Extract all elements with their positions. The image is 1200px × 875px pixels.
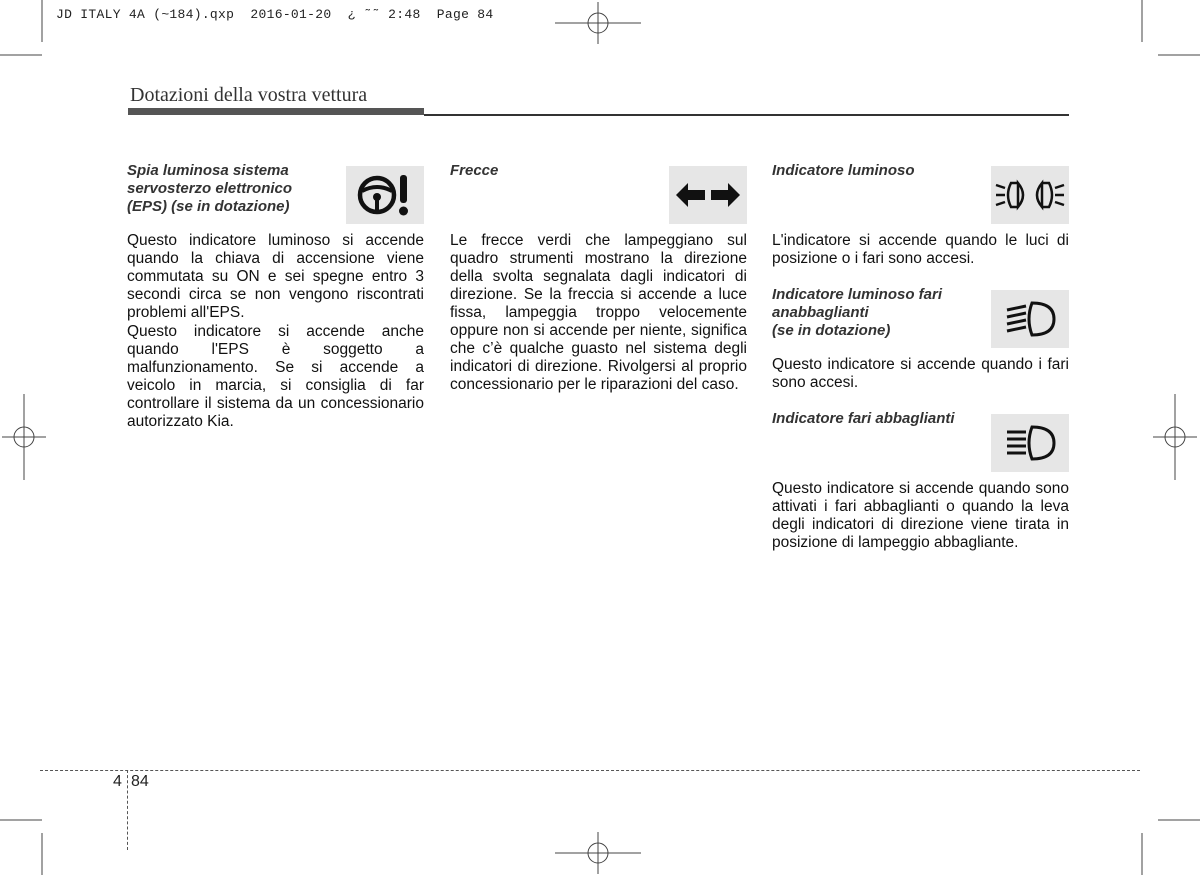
position-lights-icon [991, 166, 1069, 224]
block-heading: Spia luminosa sistema servosterzo elettronico (EPS) (se in dotazione) [127, 162, 293, 215]
paragraph: Questo indicatore luminoso si accende quando la chiava di accensione viene commutata su ON e sei spegne entro 3 secondi circa se non vengono riscontrati problemi all'EPS. [127, 232, 424, 321]
column-turn-signals [450, 160, 747, 394]
footer-rule [40, 770, 1140, 771]
paragraph: Questo indicatore si accende quando sono attivati i fari abbaglianti o quando la leva degli indicatori di direzione viene tirata in posizione di lampeggio abbagliante. [772, 480, 1069, 551]
column-eps [127, 160, 424, 431]
paragraph: Questo indicatore si accende anche quando l'EPS è soggetto a malfunzionamento. Se si accende a veicolo in marcia, si consiglia di far controllare il sistema da un concessionario autorizzato Kia. [127, 323, 424, 430]
print-slug: JD ITALY 4A (~184).qxp 2016-01-20 ¿ ˜˜ 2:48 Page 84 [56, 7, 494, 22]
low-beam-icon [991, 290, 1069, 348]
eps-warning-icon [346, 166, 424, 224]
paragraph: L'indicatore si accende quando le luci di posizione o i fari sono accesi. [772, 232, 1069, 267]
block-heading: Indicatore luminoso [772, 162, 915, 179]
block-heading: Frecce [450, 162, 499, 179]
block-high-beam [772, 410, 1069, 552]
paragraph: Questo indicatore si accende quando i fari sono accesi. [772, 356, 1069, 391]
block-heading: Indicatore fari abbaglianti [772, 410, 955, 427]
column-lights [772, 160, 1069, 552]
chapter-number: 4 [113, 773, 122, 790]
footer-divider [127, 770, 128, 850]
block-turn-signals [450, 162, 747, 394]
header-rule-thin [424, 114, 1069, 116]
page-number: 84 [131, 773, 149, 790]
block-low-beam [772, 286, 1069, 392]
high-beam-icon [991, 414, 1069, 472]
block-heading: Indicatore luminoso fari anabbaglianti (se in dotazione) [772, 286, 943, 339]
block-eps-warning [127, 162, 424, 431]
block-position-lights [772, 162, 1069, 268]
header-rule-thick [128, 108, 424, 115]
paragraph: Le frecce verdi che lampeggiano sul quadro strumenti mostrano la direzione della svolta segnalata dagli indicatori di direzione. Se la freccia si accende a luce fissa, lampeggia troppo velocemente oppure non si accende per niente, significa che c’è qualche guasto nel sistema degli indicatori di direzione. Rivolgersi al proprio concessionario per le riparazioni del caso. [450, 232, 747, 393]
section-title: Dotazioni della vostra vettura [130, 84, 368, 106]
turn-signal-arrows-icon [669, 166, 747, 224]
